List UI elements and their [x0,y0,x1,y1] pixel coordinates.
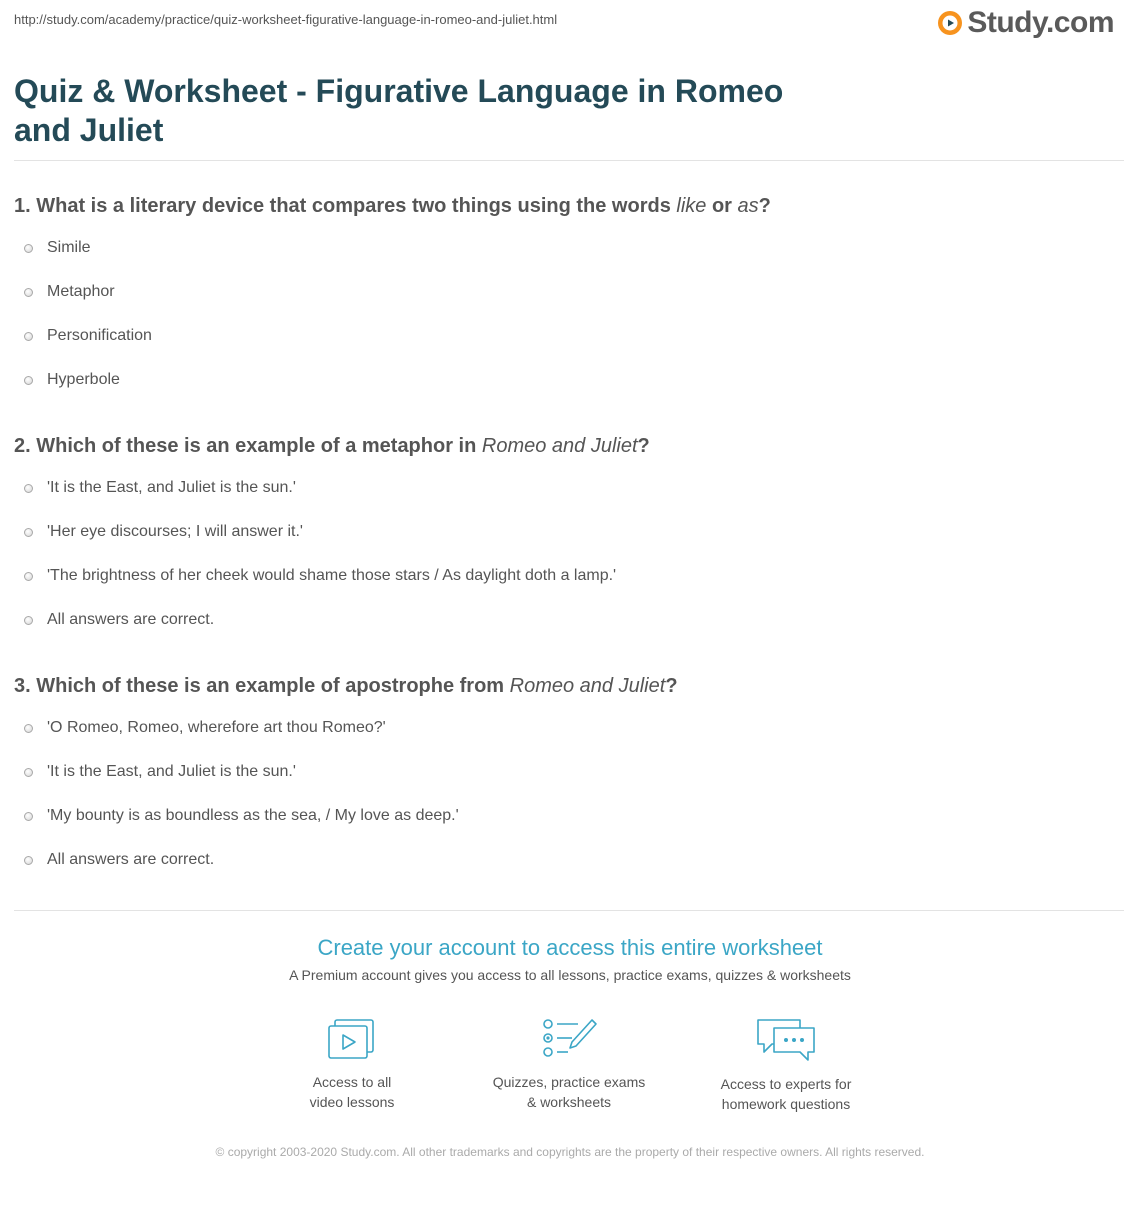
answer-option[interactable]: Metaphor [14,280,115,304]
answer-option[interactable]: 'Her eye discourses; I will answer it.' [14,520,303,544]
answer-option[interactable]: 'It is the East, and Juliet is the sun.' [14,476,296,500]
feature-quizzes [469,1016,669,1112]
answer-option[interactable]: 'O Romeo, Romeo, wherefore art thou Romeo?' [14,716,386,740]
question-3-text: 3. Which of these is an example of apostrophe from Romeo and Juliet? [14,675,678,697]
radio-button[interactable] [24,812,33,821]
premium-cta [0,934,1140,984]
question-1-text: 1. What is a literary device that compares two things using the words like or as? [14,195,771,217]
feature-video-lessons [252,1016,452,1112]
video-lessons-icon [325,1016,379,1062]
logo-text: Study.com [967,6,1114,39]
radio-button[interactable] [24,244,33,253]
feature-label: Access to experts for homework questions [720,1076,852,1112]
radio-button[interactable] [24,768,33,777]
top-bar [0,0,1140,60]
feature-label: Quizzes, practice exams & worksheets [492,1074,646,1110]
feature-label: Access to all video lessons [309,1074,395,1110]
radio-button[interactable] [24,616,33,625]
radio-button[interactable] [24,332,33,341]
answer-option[interactable]: Simile [14,236,91,260]
quiz-checklist-icon [540,1016,598,1062]
study-logo[interactable] [937,8,1114,38]
answer-option[interactable]: Hyperbole [14,368,120,392]
radio-button[interactable] [24,376,33,385]
radio-button[interactable] [24,288,33,297]
section-divider [14,910,1124,911]
answer-option[interactable]: All answers are correct. [14,848,214,872]
page-title: Quiz & Worksheet - Figurative Language in Romeo and Juliet [14,73,784,148]
radio-button[interactable] [24,724,33,733]
feature-experts [686,1016,886,1114]
question-2 [14,434,1124,628]
cta-title-link[interactable]: Create your account to access this entire worksheet [317,935,823,960]
answer-option[interactable]: All answers are correct. [14,608,214,632]
title-divider [14,160,1124,161]
question-1 [14,194,1124,388]
answer-option[interactable]: 'The brightness of her cheek would shame those stars / As daylight doth a lamp.' [14,564,616,588]
question-2-text: 2. Which of these is an example of a metaphor in Romeo and Juliet? [14,435,650,457]
answer-option[interactable]: Personification [14,324,152,348]
answer-option[interactable]: 'It is the East, and Juliet is the sun.' [14,760,296,784]
answer-option[interactable]: 'My bounty is as boundless as the sea, / My love as deep.' [14,804,459,828]
page-url: http://study.com/academy/practice/quiz-worksheet-figurative-language-in-romeo-and-juliet.html [14,12,558,27]
play-logo-icon [937,10,963,36]
chat-experts-icon [754,1016,818,1064]
copyright-footer: © copyright 2003-2020 Study.com. All other trademarks and copyrights are the property of their respective owners. All rights reserved. [215,1145,925,1159]
cta-subtitle: A Premium account gives you access to all lessons, practice exams, quizzes & worksheets [289,967,851,983]
radio-button[interactable] [24,572,33,581]
radio-button[interactable] [24,484,33,493]
radio-button[interactable] [24,528,33,537]
question-3 [14,674,1124,868]
premium-features [0,1016,1140,1116]
radio-button[interactable] [24,856,33,865]
